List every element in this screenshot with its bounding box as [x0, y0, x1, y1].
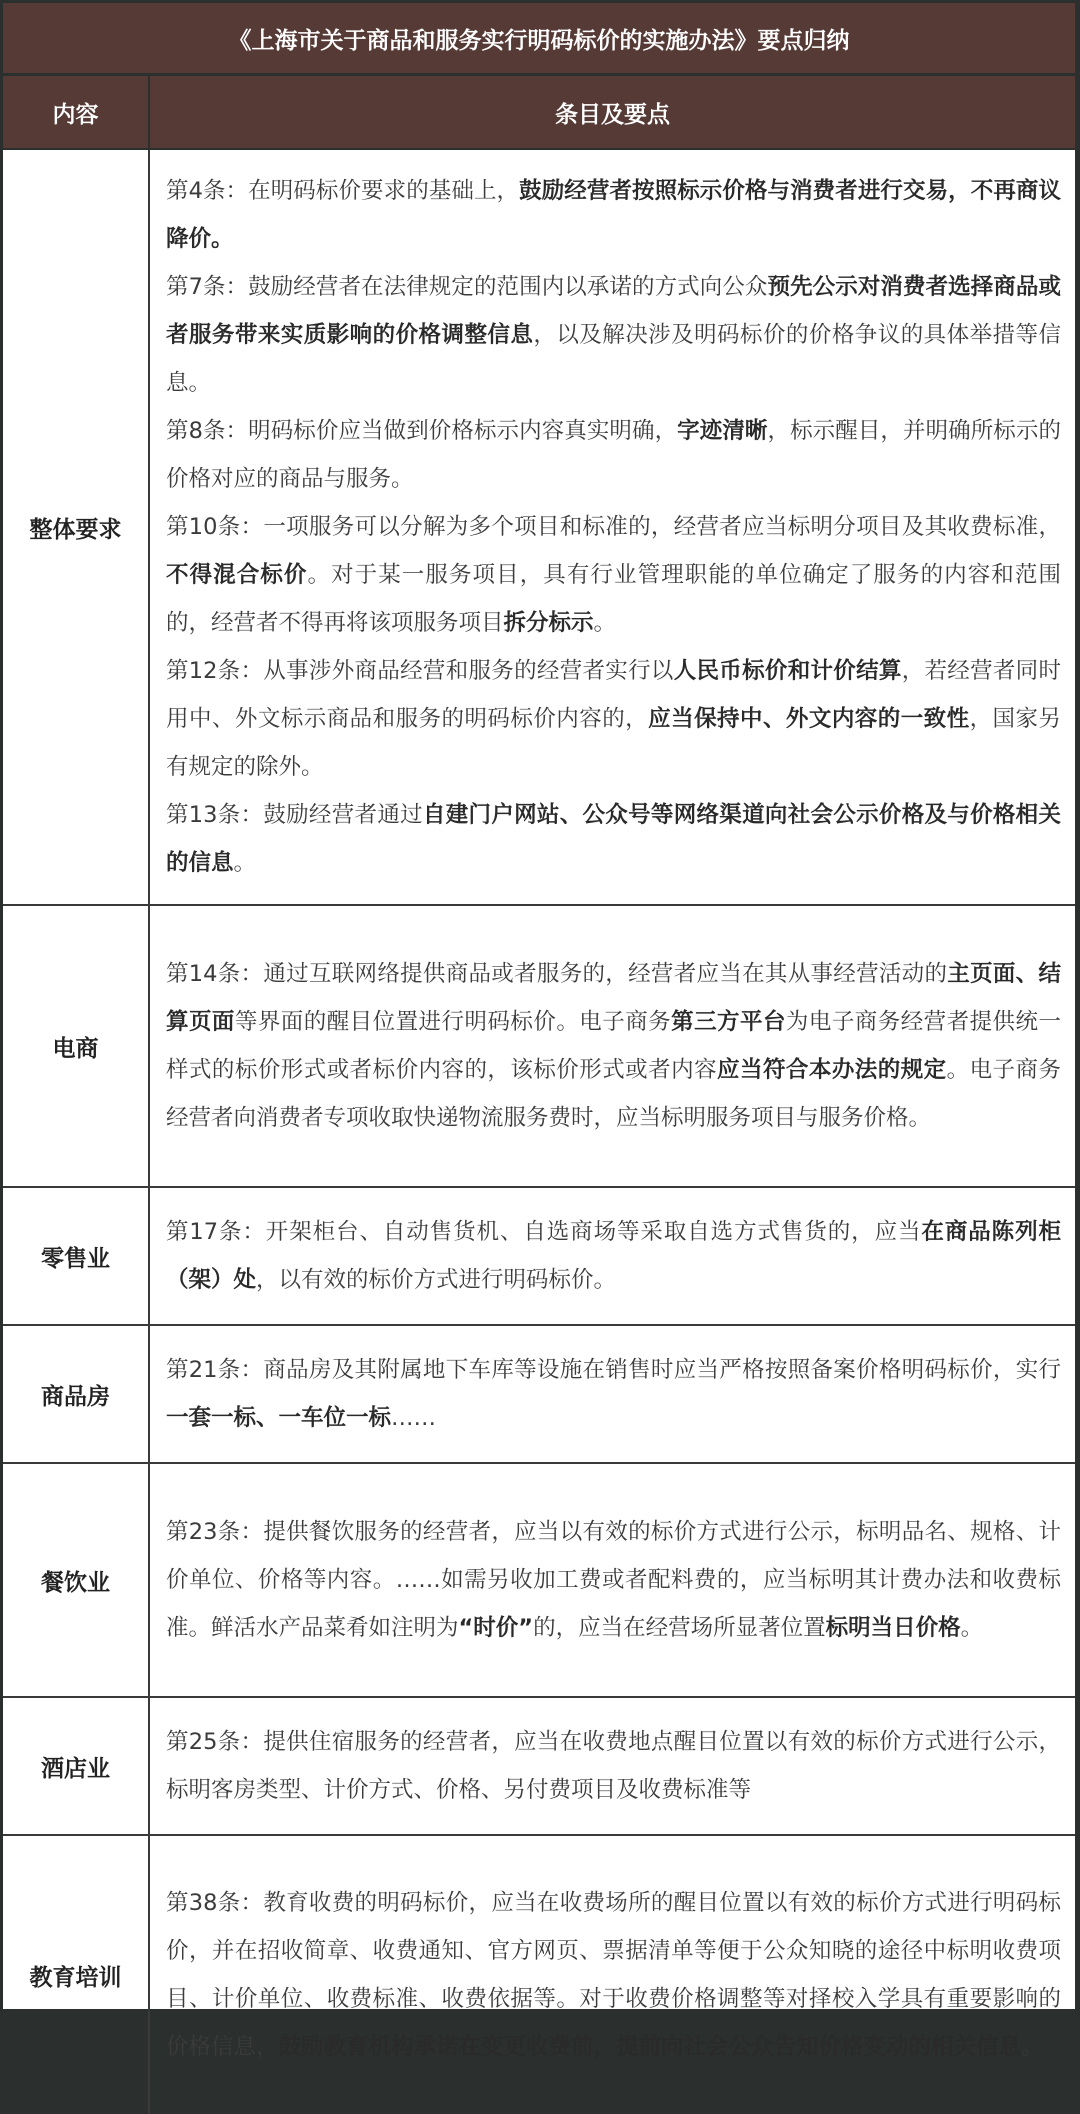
emphasis-text: “时价”: [458, 1615, 534, 1641]
content-cell: [149, 1697, 1075, 1835]
body-text: 第25条：提供住宿服务的经营者，应当在收费地点醒目位置以有效的标价方式进行公示，标明客房类型、计价方式、价格、另付费项目及收费标准等: [166, 1729, 1061, 1803]
body-text: ……: [391, 1405, 437, 1431]
article-paragraph: [166, 263, 1061, 407]
emphasis-text: 人民币标价和计价结算: [673, 658, 902, 684]
header-articles: 条目及要点: [149, 76, 1075, 149]
body-text: 第17条：开架柜台、自动售货机、自选商场等采取自选方式售货的，应当: [166, 1219, 922, 1245]
emphasis-text: 主页面、结算页面: [166, 961, 1061, 1035]
emphasis-text: 标明当日价格: [825, 1615, 961, 1641]
body-text: 第12条：从事涉外商品经营和服务的经营者实行以: [166, 658, 674, 684]
emphasis-text: 鼓励教育机构承诺在变更收费前，提前向社会公众告知价格变动的相关信息: [278, 2034, 1022, 2060]
table-row: [3, 149, 1075, 905]
emphasis-text: 一套一标、一车位一标: [166, 1405, 392, 1431]
article-paragraph: [166, 1879, 1061, 2071]
summary-table: [3, 76, 1075, 2114]
content-cell: [149, 149, 1075, 905]
article-paragraph: [166, 1346, 1061, 1442]
category-cell: 教育培训: [3, 1835, 149, 2114]
emphasis-text: 在商品陈列柜（架）处: [166, 1219, 1061, 1293]
body-text: ，标示醒目，并明确所标示的价格对应的商品与服务。: [166, 418, 1061, 492]
content-cell: [149, 1325, 1075, 1463]
body-text: 。: [960, 1615, 984, 1641]
article-paragraph: [166, 167, 1061, 263]
table-row: [3, 1463, 1075, 1697]
emphasis-text: 字迹清晰: [677, 418, 768, 444]
emphasis-text: 应当保持中、外文内容的一致性: [648, 706, 970, 732]
emphasis-text: 鼓励经营者按照标示价格与消费者进行交易，不再商议降价。: [166, 178, 1061, 252]
emphasis-text: 拆分标示: [503, 610, 594, 636]
body-text: 。: [233, 850, 257, 876]
header-row: [3, 76, 1075, 149]
article-paragraph: [166, 791, 1061, 887]
table-row: [3, 905, 1075, 1187]
body-text: ，国家另有规定的除外。: [166, 706, 1061, 780]
table-row: [3, 1325, 1075, 1463]
body-text: 第4条：在明码标价要求的基础上，: [166, 178, 520, 204]
body-text: 第21条：商品房及其附属地下车库等设施在销售时应当严格按照备案价格明码标价，实行: [166, 1357, 1061, 1383]
emphasis-text: 自建门户网站、公众号等网络渠道向社会公示价格及与价格相关的信息: [166, 802, 1061, 876]
article-paragraph: [166, 1508, 1061, 1652]
body-text: 第38条：教育收费的明码标价，应当在收费场所的醒目位置以有效的标价方式进行明码标价，并在招收简章、收费通知、官方网页、票据清单等便于公众知晓的途径中标明收费项目、计价单位、收费标准、收费依据等。对于收费价格调整等对择校入学具有重要影响的价格信息，: [166, 1890, 1061, 2060]
category-cell: 餐饮业: [3, 1463, 149, 1697]
body-text: 第23条：提供餐饮服务的经营者，应当以有效的标价方式进行公示，标明品名、规格、计价单位、价格等内容。……如需另收加工费或者配料费的，应当标明其计费办法和收费标准。鲜活水产品菜肴如注明为: [166, 1519, 1061, 1641]
body-text: 第13条：鼓励经营者通过: [166, 802, 423, 828]
article-paragraph: [166, 950, 1061, 1142]
header-content: 内容: [3, 76, 149, 149]
table-row: [3, 1697, 1075, 1835]
summary-table-frame: [2, 2, 1076, 2060]
article-paragraph: [166, 503, 1061, 647]
article-paragraph: [166, 1718, 1061, 1814]
body-text: 的，应当在经营场所显著位置: [533, 1615, 826, 1641]
category-cell: 酒店业: [3, 1697, 149, 1835]
content-cell: [149, 1835, 1075, 2114]
table-title: 《上海市关于商品和服务实行明码标价的实施办法》要点归纳: [3, 3, 1075, 76]
body-text: ，以有效的标价方式进行明码标价。: [256, 1267, 617, 1293]
body-text: 第7条：鼓励经营者在法律规定的范围内以承诺的方式向公众: [166, 274, 768, 300]
emphasis-text: 第三方平台: [671, 1009, 786, 1035]
category-cell: 零售业: [3, 1187, 149, 1325]
body-text: 第8条：明码标价应当做到价格标示内容真实明确，: [166, 418, 678, 444]
category-cell: 商品房: [3, 1325, 149, 1463]
body-text: 第14条：通过互联网络提供商品或者服务的，经营者应当在其从事经营活动的: [166, 961, 948, 987]
body-text: 第10条：一项服务可以分解为多个项目和标准的，经营者应当标明分项目及其收费标准，: [166, 514, 1061, 540]
content-cell: [149, 1463, 1075, 1697]
body-text: 为电子商务经营者提供统一样式的标价形式或者标价内容的，该标价形式或者内容: [166, 1009, 1061, 1083]
content-cell: [149, 1187, 1075, 1325]
table-row: [3, 1187, 1075, 1325]
content-cell: [149, 905, 1075, 1187]
emphasis-text: 应当符合本办法的规定: [717, 1057, 947, 1083]
body-text: 。: [593, 610, 617, 636]
category-cell: 整体要求: [3, 149, 149, 905]
body-text: 。对于某一服务项目，具有行业管理职能的单位确定了服务的内容和范围的，经营者不得再将该项服务项目: [166, 562, 1061, 636]
body-text: 。电子商务经营者向消费者专项收取快递物流服务费时，应当标明服务项目与服务价格。: [166, 1057, 1061, 1131]
body-text: 。: [1021, 2034, 1044, 2060]
article-paragraph: [166, 647, 1061, 791]
category-cell: 电商: [3, 905, 149, 1187]
body-text: ，若经营者同时用中、外文标示商品和服务的明码标价内容的，: [166, 658, 1061, 732]
article-paragraph: [166, 407, 1061, 503]
emphasis-text: 不得混合标价: [166, 562, 308, 588]
body-text: ，以及解决涉及明码标价的价格争议的具体举措等信息。: [166, 322, 1061, 396]
body-text: 等界面的醒目位置进行明码标价。电子商务: [234, 1009, 672, 1035]
table-row: [3, 1835, 1075, 2114]
emphasis-text: 预先公示对消费者选择商品或者服务带来实质影响的价格调整信息: [166, 274, 1061, 348]
article-paragraph: [166, 1208, 1061, 1304]
